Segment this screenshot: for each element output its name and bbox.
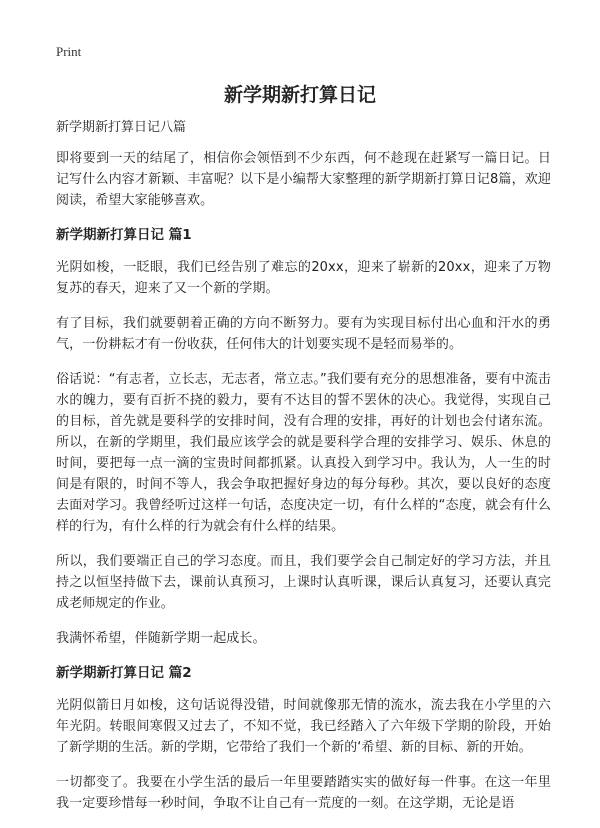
section-heading: 新学期新打算日记 篇1 xyxy=(56,227,192,243)
intro-paragraph: 即将要到一天的结尾了，相信你会领悟到不少东西，何不趁现在赶紧写一篇日记。日记写什么内容才新颖、丰富呢？以下是小编帮大家整理的新学期新打算日记8篇，欢迎阅读，希望大家能够喜欢。 xyxy=(56,151,551,208)
paragraph: 光阴似箭日月如梭，这句话说得没错，时间就像那无情的流水，流去我在小学里的六年光阴。转眼间寒假又过去了，不知不觉，我已经踏入了六年级下学期的阶段，开始了新学期的生活。新的学期，它带给了我们一个新的‘希望、新的目标、新的开始。 xyxy=(56,698,551,755)
article-subtitle: 新学期新打算日记八篇 xyxy=(56,120,187,135)
print-link[interactable]: Print xyxy=(56,44,82,59)
article-body xyxy=(56,118,551,828)
paragraph: 一切都变了。我要在小学生活的最后一年里要踏踏实实的做好每一件事。在这一年里我一定要珍惜每一秒时间，争取不让自己有一荒度的一刻。在这学期，无论是语 xyxy=(56,775,551,811)
paragraph: 我满怀希望，伴随新学期一起成长。 xyxy=(56,631,266,646)
paragraph: 俗话说：“有志者，立长志，无志者，常立志。”我们要有充分的思想准备，要有中流击水的魄力，要有百折不挠的毅力，要有不达目的誓不罢休的决心。我觉得，实现自己的目标，首先就是要科学的安排时间，没有合理的安排，再好的计划也会付诸东流。所以，在新的学期里，我们最应该学会的就是要科学合理的安排学习、娱乐、休息的时间，要把每一点一滴的宝贵时间都抓紧。认真投入到学习中。我认为，人一生的时间是有限的，时间不等人，我会争取把握好身边的每分每秒。其次，要以良好的态度去面对学习。我曾经听过这样一句话，态度决定一切，有什么样的“态度，就会有什么样的行为，有什么样的行为就会有什么样的结果。 xyxy=(56,372,551,534)
paragraph: 光阴如梭，一眨眼，我们已经告别了难忘的20xx，迎来了崭新的20xx，迎来了万物复苏的春天，迎来了又一个新的学期。 xyxy=(56,260,551,296)
section-heading: 新学期新打算日记 篇2 xyxy=(56,665,192,681)
paragraph: 有了目标，我们就要朝着正确的方向不断努力。要有为实现目标付出心血和汗水的勇气，一份耕耘才有一份收获，任何伟大的计划要实现不是轻而易举的。 xyxy=(56,316,551,352)
page-title: 新学期新打算日记 xyxy=(223,84,376,106)
paragraph: 所以，我们要端正自己的学习态度。而且，我们要学会自己制定好的学习方法，并且持之以恒坚持做下去，课前认真预习，上课时认真听课，课后认真复习，还要认真完成老师规定的作业。 xyxy=(56,554,551,611)
